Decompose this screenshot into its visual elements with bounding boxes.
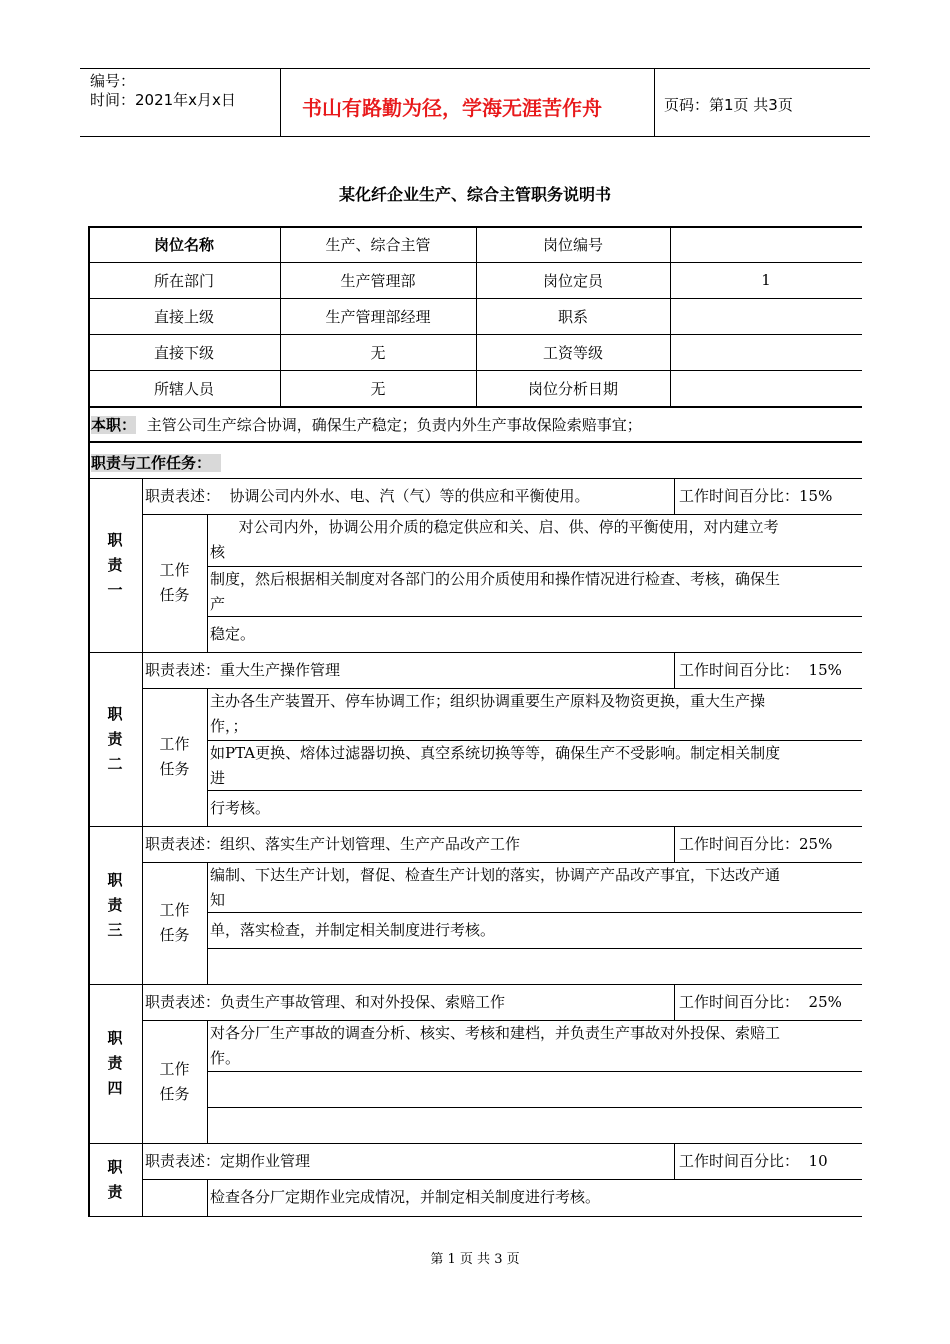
header-divider-2 bbox=[654, 68, 655, 136]
info-label: 岗位编号 bbox=[542, 235, 603, 254]
info-value bbox=[670, 334, 862, 370]
work-task-label: 工作 任务 bbox=[159, 561, 190, 604]
duty-text: 主管公司生产综合协调，确保生产稳定；负责内外生产事故保险索赔事宜； bbox=[146, 416, 642, 434]
resp-block-rule bbox=[88, 652, 862, 653]
resp-name: 职 责 三 bbox=[107, 870, 123, 939]
info-value: 生产管理部经理 bbox=[325, 307, 431, 326]
resp-name: 职 责 一 bbox=[107, 530, 123, 599]
resp-block-rule bbox=[88, 1216, 862, 1217]
task-line: 制度，然后根据相关制度对各部门的公用介质使用和操作情况进行检查、考核，确保生 产 bbox=[210, 570, 781, 613]
info-value bbox=[670, 298, 862, 334]
task-line: 对公司内外，协调公用介质的稳定供应和关、启、供、停的平衡使用，对内建立考 核 bbox=[210, 518, 779, 561]
tasks-header-label: 职责与工作任务： bbox=[91, 454, 212, 472]
resp-pct-divider bbox=[674, 1143, 675, 1179]
tasks-header-shade bbox=[211, 454, 221, 472]
duty-label: 本职： bbox=[91, 416, 137, 434]
header-top-rule bbox=[80, 68, 870, 69]
work-task-label: 工作 任务 bbox=[159, 735, 190, 778]
resp-block-rule bbox=[88, 1143, 862, 1144]
page-footer: 第 1 页 共 3 页 bbox=[430, 1252, 520, 1267]
task-line: 行考核。 bbox=[210, 799, 271, 817]
task-line: 检查各分厂定期作业完成情况，并制定相关制度进行考核。 bbox=[210, 1188, 601, 1206]
tasks-header-bottom-rule bbox=[88, 478, 862, 479]
resp-pct-divider bbox=[674, 652, 675, 688]
resp-block-rule bbox=[88, 984, 862, 985]
resp-time-percent: 工作时间百分比：25% bbox=[679, 835, 833, 853]
task-line bbox=[210, 1072, 859, 1106]
info-label: 工资等级 bbox=[542, 343, 603, 362]
duty-row bbox=[91, 414, 642, 435]
info-value: 1 bbox=[761, 271, 771, 289]
resp-task-divider bbox=[207, 1020, 208, 1143]
info-label: 职系 bbox=[557, 307, 588, 326]
task-line: 稳定。 bbox=[210, 625, 256, 643]
resp-pct-divider bbox=[674, 478, 675, 514]
doc-time-label: 时间：2021年x月x日 bbox=[90, 91, 236, 109]
info-value: 无 bbox=[370, 343, 386, 362]
tasks-header-row bbox=[91, 452, 221, 473]
document-title: 某化纤企业生产、综合主管职务说明书 bbox=[338, 185, 611, 204]
resp-description: 职责表述： 协调公司内外水、电、汽（气）等的供应和平衡使用。 bbox=[145, 487, 590, 505]
resp-time-percent: 工作时间百分比： 10 bbox=[679, 1152, 828, 1170]
info-label: 直接上级 bbox=[153, 307, 214, 326]
resp-pct-divider bbox=[674, 984, 675, 1020]
info-value: 生产管理部 bbox=[340, 271, 416, 290]
resp-description: 职责表述：组织、落实生产计划管理、生产产品改产工作 bbox=[145, 835, 521, 853]
task-line: 单，落实检查，并制定相关制度进行考核。 bbox=[210, 921, 496, 939]
resp-name: 职 责 四 bbox=[107, 1029, 123, 1097]
resp-name-divider bbox=[142, 984, 143, 1143]
work-task-label: 工作 任务 bbox=[159, 1059, 190, 1103]
resp-name: 职 责 二 bbox=[107, 704, 123, 773]
info-value: 无 bbox=[370, 379, 386, 398]
task-line: 编制、下达生产计划，督促、检查生产计划的落实，协调产产品改产事宜，下达改产通 知 bbox=[210, 866, 781, 909]
resp-block-rule bbox=[88, 826, 862, 827]
resp-time-percent: 工作时间百分比： 15% bbox=[679, 661, 842, 679]
info-label: 岗位分析日期 bbox=[527, 379, 618, 398]
task-line bbox=[210, 1108, 859, 1142]
info-value bbox=[670, 226, 862, 262]
info-value: 生产、综合主管 bbox=[325, 235, 431, 254]
info-label: 所辖人员 bbox=[153, 379, 214, 398]
info-label: 所在部门 bbox=[153, 271, 214, 290]
info-label: 直接下级 bbox=[153, 343, 214, 362]
duty-top-rule bbox=[88, 406, 862, 408]
info-label: 岗位定员 bbox=[542, 271, 603, 290]
info-label: 岗位名称 bbox=[153, 235, 214, 254]
resp-task-divider bbox=[207, 514, 208, 652]
resp-name-divider bbox=[142, 652, 143, 826]
resp-task-divider bbox=[207, 688, 208, 826]
motto-text: 书山有路勤为径，学海无涯苦作舟 bbox=[302, 96, 602, 120]
info-value bbox=[670, 370, 862, 406]
resp-description: 职责表述：负责生产事故管理、和对外投保、索赔工作 bbox=[145, 993, 506, 1011]
task-line: 如PTA更换、熔体过滤器切换、真空系统切换等等，确保生产不受影响。制定相关制度 进 bbox=[210, 744, 781, 787]
resp-description: 职责表述：定期作业管理 bbox=[145, 1152, 311, 1170]
resp-task-divider bbox=[207, 862, 208, 984]
task-line: 对各分厂生产事故的调查分析、核实、考核和建档，并负责生产事故对外投保、索赔工 作。 bbox=[210, 1024, 781, 1067]
resp-time-percent: 工作时间百分比：15% bbox=[679, 487, 833, 505]
resp-description: 职责表述：重大生产操作管理 bbox=[145, 661, 341, 679]
resp-pct-divider bbox=[674, 826, 675, 862]
page-number-label: 页码：第1页 共3页 bbox=[664, 96, 793, 114]
resp-time-percent: 工作时间百分比： 25% bbox=[679, 993, 842, 1011]
doc-code-label: 编号： bbox=[90, 72, 136, 90]
work-task-label: 工作 任务 bbox=[159, 901, 190, 944]
resp-task-divider bbox=[207, 1179, 208, 1216]
resp-name-divider bbox=[142, 478, 143, 652]
task-line bbox=[210, 949, 859, 983]
tasks-header-top-rule bbox=[88, 441, 862, 443]
header-divider-1 bbox=[280, 68, 281, 136]
resp-name: 职 责 bbox=[107, 1157, 123, 1201]
task-line: 主办各生产装置开、停车协调工作；组织协调重要生产原料及物资更换，重大生产操 作，； bbox=[210, 692, 766, 735]
header-bottom-rule bbox=[80, 136, 870, 137]
resp-name-divider bbox=[142, 826, 143, 984]
